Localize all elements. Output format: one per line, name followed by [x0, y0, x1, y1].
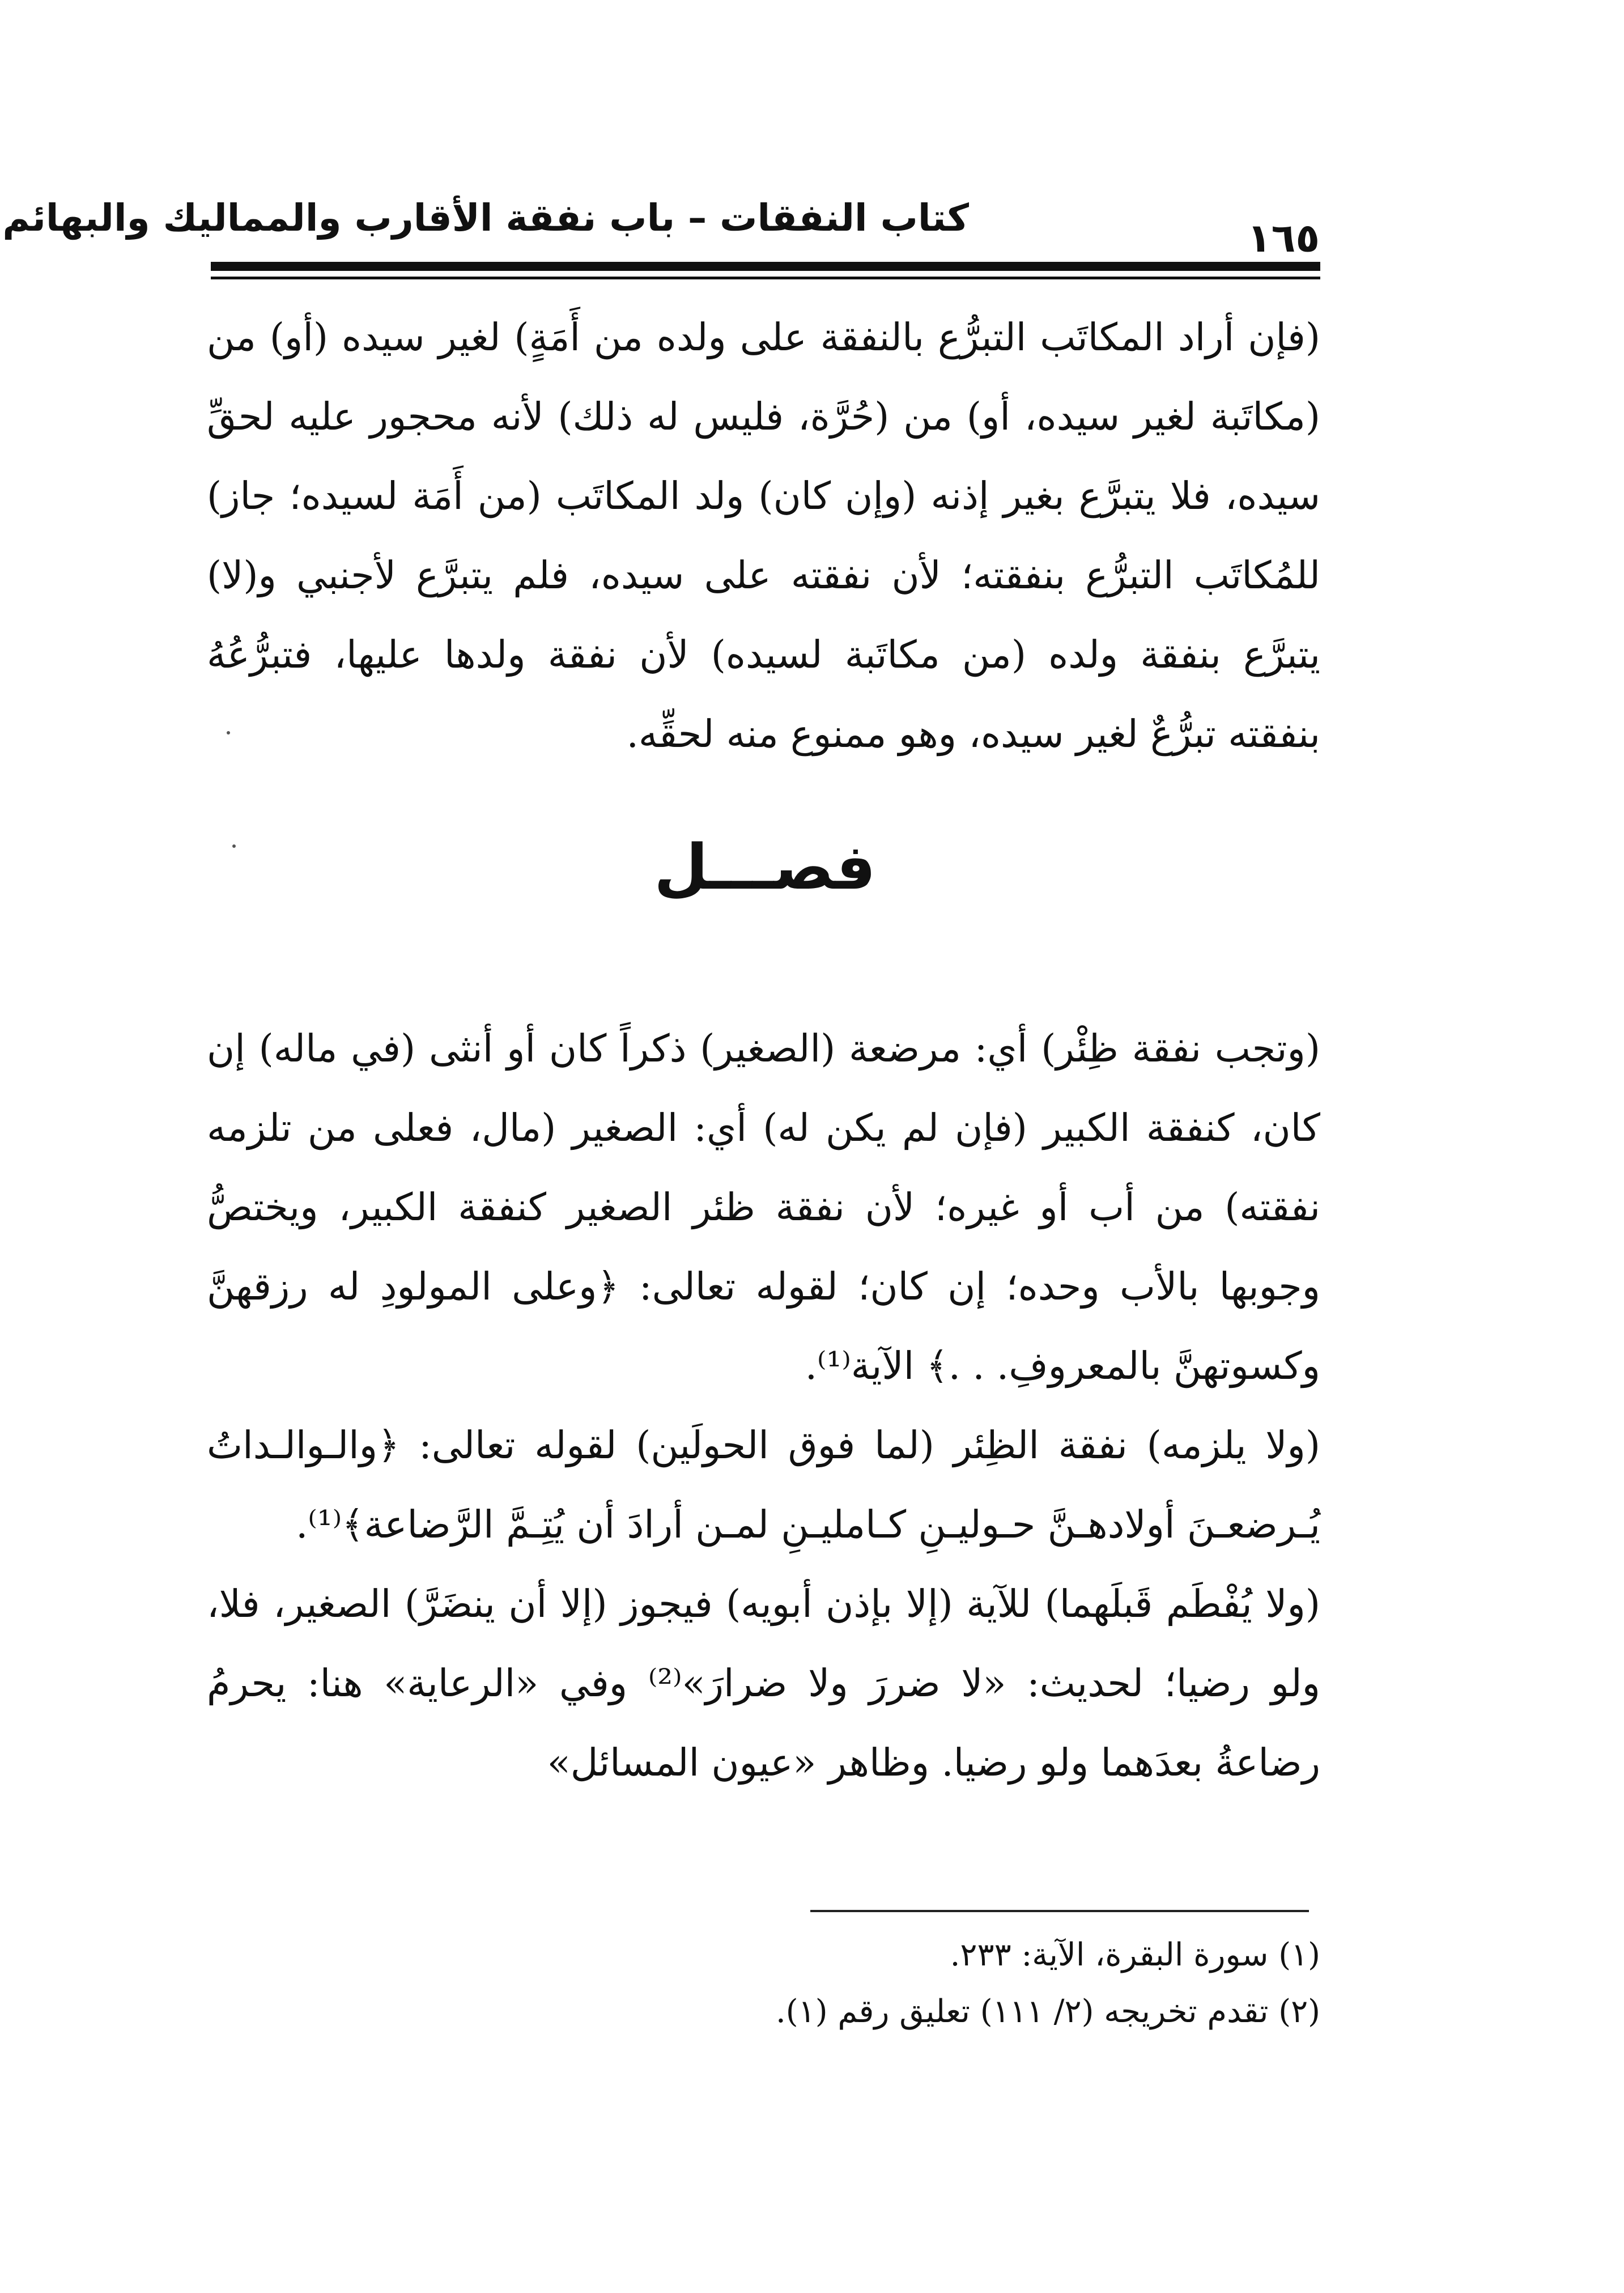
- running-header-title: كتاب النفقات – باب نفقة الأقارب والمماليك والبهائم: [2, 196, 969, 240]
- scan-speck: [227, 731, 230, 734]
- paragraph-text: (وتجب نفقة ظِئْر) أي: مرضعة (الصغير) ذكراً كان أو أنثى (في ماله) إن كان، كنفقة الكبير (فإن لم يكن له) أي: الصغير (مال، فعلى من تلزمه نفقته) من أب أو غيره؛ لأن نفقة ظئر الصغير كنفقة الكبير، ويختصُّ وجوبها بالأب وحده؛ إن كان؛ لقوله تعالى: ﴿وعلى المولودِ له رزقهنَّ وكسوتهنَّ بالمعروفِ. . .﴾ الآية⁽¹⁾.: [207, 1026, 1320, 1388]
- section-heading: فصـــل: [654, 831, 876, 903]
- header-rule-thin: [211, 277, 1320, 279]
- footnote-item: (٢) تقدم تخريجه (٢/ ١١١) تعليق رقم (١).: [775, 1993, 1320, 2030]
- section-body: [207, 1009, 1320, 1802]
- paragraph-text: (فإن أراد المكاتَب التبرُّع بالنفقة على ولده من أَمَةٍ) لغير سيده (أو) من (مكاتَبة لغير سيده، أو) من (حُرَّة، فليس له ذلك) لأنه محجور عليه لحقِّ سيده، فلا يتبرَّع بغير إذنه (وإن كان) ولد المكاتَب (من أَمَة لسيده؛ جاز) للمُكاتَب التبرُّع بنفقته؛ لأن نفقته على سيده، فلم يتبرَّع لأجنبي و(لا) يتبرَّع بنفقة ولده (من مكاتَبة لسيده) لأن نفقة ولدها عليها، فتبرُّعُهُ بنفقته تبرُّعٌ لغير سيده، وهو ممنوع منه لحقِّه.: [207, 315, 1320, 756]
- page-number: ١٦٥: [1247, 215, 1320, 261]
- footnote-item: (١) سورة البقرة، الآية: ٢٣٣.: [950, 1937, 1320, 1973]
- footnotes: [207, 1927, 1320, 2040]
- footnote-separator: [810, 1910, 1309, 1912]
- paragraph-mukatab: [207, 298, 1320, 774]
- paragraph-text: (ولا يلزمه) نفقة الظِئر (لما فوق الحولَين) لقوله تعالى: ﴿والـوالـداتُ يُـرضعـنَ أولادهـنَّ حـوليـنِ كـامليـنِ لمـن أرادَ أن يُتِـمَّ الرَّضاعة﴾⁽¹⁾.: [207, 1423, 1320, 1547]
- header-rule-thick: [211, 262, 1320, 271]
- scan-speck: [232, 844, 236, 848]
- paragraph-text: (ولا يُفْطَم قَبلَهما) للآية (إلا بإذن أبويه) فيجوز (إلا أن ينضَرَّ) الصغير، فلا، ولو رضيا؛ لحديث: «لا ضررَ ولا ضرارَ»⁽²⁾ وفي «الرعاية» هنا: يحرمُ رضاعةُ بعدَهما ولو رضيا. وظاهر «عيون المسائل»: [207, 1582, 1320, 1785]
